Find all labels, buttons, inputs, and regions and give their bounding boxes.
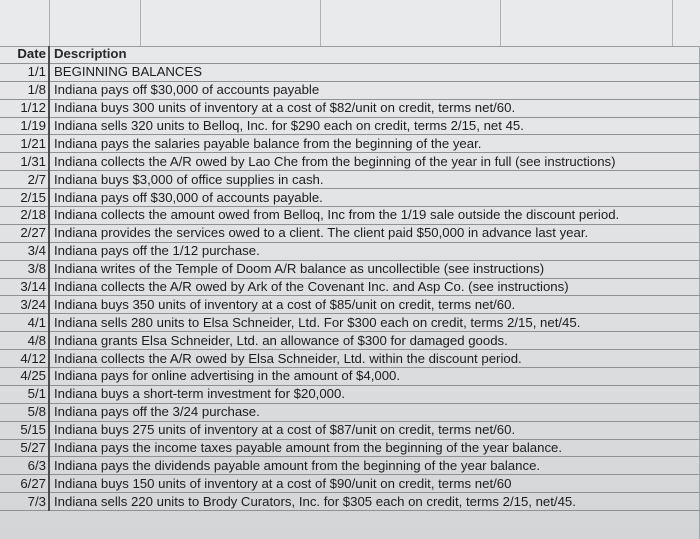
date-cell[interactable]: 7/3 — [0, 493, 49, 511]
transactions-table — [0, 46, 700, 511]
date-cell[interactable]: 4/8 — [0, 332, 49, 350]
description-cell[interactable]: Indiana collects the amount owed from Belloq, Inc from the 1/19 sale outside the discount period. — [49, 207, 700, 225]
table-row — [0, 278, 700, 296]
column-divider — [672, 0, 673, 46]
date-cell[interactable]: 5/15 — [0, 421, 49, 439]
date-cell[interactable]: 5/27 — [0, 439, 49, 457]
table-row — [0, 475, 700, 493]
description-cell[interactable]: Indiana sells 320 units to Belloq, Inc. for $290 each on credit, terms 2/15, net 45. — [49, 117, 700, 135]
column-divider — [49, 0, 50, 46]
date-cell[interactable]: 4/12 — [0, 350, 49, 368]
table-row — [0, 135, 700, 153]
date-cell[interactable]: 5/8 — [0, 403, 49, 421]
empty-header-row — [0, 0, 700, 47]
date-cell[interactable]: 1/12 — [0, 99, 49, 117]
description-cell[interactable]: Indiana provides the services owed to a client. The client paid $50,000 in advance last year. — [49, 224, 700, 242]
date-cell[interactable]: 4/1 — [0, 314, 49, 332]
date-cell[interactable]: 6/27 — [0, 475, 49, 493]
date-cell[interactable]: 5/1 — [0, 385, 49, 403]
date-cell[interactable]: 1/1 — [0, 63, 49, 81]
date-cell[interactable]: 3/14 — [0, 278, 49, 296]
description-cell[interactable]: Indiana pays the salaries payable balance from the beginning of the year. — [49, 135, 700, 153]
description-cell[interactable]: Indiana buys 350 units of inventory at a cost of $85/unit on credit, terms net/60. — [49, 296, 700, 314]
date-cell[interactable]: 3/8 — [0, 260, 49, 278]
table-row — [0, 224, 700, 242]
description-cell[interactable]: Indiana pays off $30,000 of accounts payable. — [49, 189, 700, 207]
table-row — [0, 332, 700, 350]
table-row — [0, 81, 700, 99]
date-cell[interactable]: 1/31 — [0, 153, 49, 171]
table-row — [0, 439, 700, 457]
column-divider — [140, 0, 141, 46]
description-header-cell[interactable]: Description — [49, 46, 700, 63]
description-cell[interactable]: BEGINNING BALANCES — [49, 63, 700, 81]
description-cell[interactable]: Indiana writes of the Temple of Doom A/R balance as uncollectible (see instructions) — [49, 260, 700, 278]
description-cell[interactable]: Indiana sells 280 units to Elsa Schneider, Ltd. For $300 each on credit, terms 2/15, net/45. — [49, 314, 700, 332]
description-cell[interactable]: Indiana collects the A/R owed by Lao Che from the beginning of the year in full (see instructions) — [49, 153, 700, 171]
date-cell[interactable]: 1/8 — [0, 81, 49, 99]
description-cell[interactable]: Indiana collects the A/R owed by Ark of the Covenant Inc. and Asp Co. (see instructions) — [49, 278, 700, 296]
date-cell[interactable]: 2/27 — [0, 224, 49, 242]
date-cell[interactable]: 2/7 — [0, 171, 49, 189]
description-cell[interactable]: Indiana collects the A/R owed by Elsa Schneider, Ltd. within the discount period. — [49, 350, 700, 368]
date-cell[interactable]: 2/18 — [0, 207, 49, 225]
table-row — [0, 260, 700, 278]
table-row — [0, 171, 700, 189]
description-cell[interactable]: Indiana pays the dividends payable amount from the beginning of the year balance. — [49, 457, 700, 475]
table-row — [0, 493, 700, 511]
description-cell[interactable]: Indiana buys $3,000 of office supplies in cash. — [49, 171, 700, 189]
table-row — [0, 242, 700, 260]
column-divider — [320, 0, 321, 46]
description-cell[interactable]: Indiana pays off the 1/12 purchase. — [49, 242, 700, 260]
description-cell[interactable]: Indiana buys 150 units of inventory at a cost of $90/unit on credit, terms net/60 — [49, 475, 700, 493]
table-row — [0, 153, 700, 171]
table-row — [0, 99, 700, 117]
description-cell[interactable]: Indiana pays off the 3/24 purchase. — [49, 403, 700, 421]
table-row — [0, 207, 700, 225]
date-cell[interactable]: 1/19 — [0, 117, 49, 135]
table-row — [0, 403, 700, 421]
table-header-row — [0, 46, 700, 63]
date-cell[interactable]: 4/25 — [0, 368, 49, 386]
description-cell[interactable]: Indiana pays off $30,000 of accounts payable — [49, 81, 700, 99]
date-cell[interactable]: 3/24 — [0, 296, 49, 314]
table-row — [0, 189, 700, 207]
description-cell[interactable]: Indiana grants Elsa Schneider, Ltd. an allowance of $300 for damaged goods. — [49, 332, 700, 350]
description-cell[interactable]: Indiana pays for online advertising in the amount of $4,000. — [49, 368, 700, 386]
date-cell[interactable]: 6/3 — [0, 457, 49, 475]
table-row — [0, 457, 700, 475]
description-cell[interactable]: Indiana sells 220 units to Brody Curators, Inc. for $305 each on credit, terms 2/15, net/45. — [49, 493, 700, 511]
table-row — [0, 385, 700, 403]
date-header-cell[interactable]: Date — [0, 46, 49, 63]
description-cell[interactable]: Indiana pays the income taxes payable amount from the beginning of the year balance. — [49, 439, 700, 457]
table-row — [0, 421, 700, 439]
date-cell[interactable]: 3/4 — [0, 242, 49, 260]
date-cell[interactable]: 2/15 — [0, 189, 49, 207]
table-row — [0, 314, 700, 332]
table-row — [0, 350, 700, 368]
description-cell[interactable]: Indiana buys 275 units of inventory at a cost of $87/unit on credit, terms net/60. — [49, 421, 700, 439]
table-row — [0, 117, 700, 135]
table-row — [0, 368, 700, 386]
description-cell[interactable]: Indiana buys 300 units of inventory at a cost of $82/unit on credit, terms net/60. — [49, 99, 700, 117]
description-cell[interactable]: Indiana buys a short-term investment for $20,000. — [49, 385, 700, 403]
date-cell[interactable]: 1/21 — [0, 135, 49, 153]
column-divider — [500, 0, 501, 46]
table-row — [0, 296, 700, 314]
table-row — [0, 63, 700, 81]
